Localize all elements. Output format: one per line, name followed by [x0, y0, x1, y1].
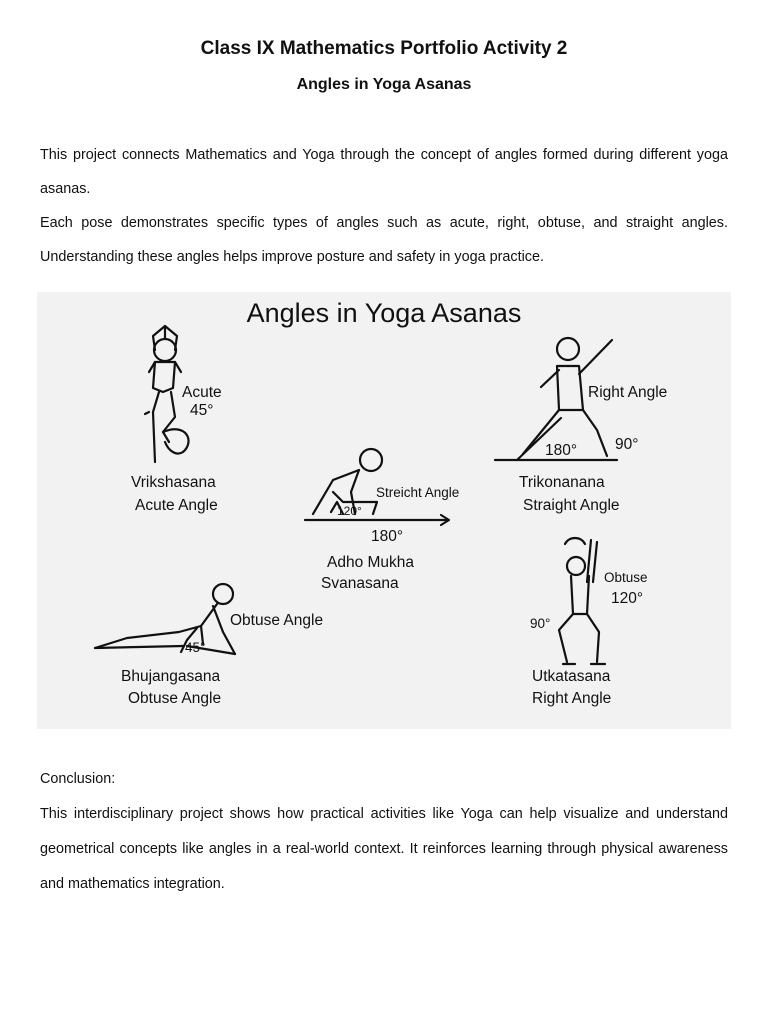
- adho-mukha-angle-value-a: 120°: [337, 504, 362, 518]
- adho-mukha-angle-value-b: 180°: [371, 528, 404, 545]
- intro-paragraph-1: This project connects Mathematics and Yoga through the concept of angles formed during different yoga asanas.: [40, 147, 728, 197]
- utkatasana-angle-value-b: 90°: [530, 616, 551, 631]
- utkatasana-type: Right Angle: [532, 690, 612, 707]
- adho-mukha-name-line1: Adho Mukha: [327, 554, 415, 571]
- document-subtitle: Angles in Yoga Asanas: [296, 76, 472, 93]
- bhujangasana-figure: [95, 584, 235, 654]
- intro-section: [40, 138, 728, 274]
- bhujangasana-type: Obtuse Angle: [128, 690, 222, 707]
- trikonasana-type: Straight Angle: [523, 497, 620, 514]
- vrikshasana-angle-label: Acute: [182, 384, 222, 401]
- utkatasana-angle-value-a: 120°: [611, 590, 644, 607]
- bhujangasana-angle-label: Obtuse Angle: [230, 612, 324, 629]
- adho-mukha-name-line2: Svanasana: [321, 575, 399, 592]
- intro-paragraph-2: Each pose demonstrates specific types of angles such as acute, right, obtuse, and straight angles. Understanding these angles helps improve posture and safety in yoga practice.: [40, 215, 728, 265]
- conclusion-body: This interdisciplinary project shows how practical activities like Yoga can help visualize and understand geometrical concepts like angles in a real-world context. It reinforces learning through physical awareness and mathematics integration.: [40, 806, 728, 892]
- trikonasana-name: Trikonanana: [519, 474, 605, 491]
- trikonasana-angle-value-b: 90°: [615, 436, 639, 453]
- utkatasana-name: Utkatasana: [532, 668, 611, 685]
- vrikshasana-angle-value: 45°: [190, 402, 214, 419]
- bhujangasana-name: Bhujangasana: [121, 668, 221, 685]
- yoga-angles-figure: [37, 292, 731, 729]
- figure-title: Angles in Yoga Asanas: [246, 298, 522, 328]
- vrikshasana-name: Vrikshasana: [131, 474, 216, 491]
- conclusion-heading: Conclusion:: [40, 771, 116, 787]
- utkatasana-figure: [559, 538, 605, 664]
- bhujangasana-angle-value: 45°: [185, 640, 206, 655]
- adho-mukha-angle-label: Streicht Angle: [376, 485, 460, 500]
- trikonasana-angle-value-a: 180°: [545, 442, 578, 459]
- document-title: Class IX Mathematics Portfolio Activity 2: [200, 38, 568, 59]
- vrikshasana-type: Acute Angle: [135, 497, 218, 514]
- utkatasana-angle-label: Obtuse: [604, 570, 648, 585]
- trikonasana-angle-label: Right Angle: [588, 384, 668, 401]
